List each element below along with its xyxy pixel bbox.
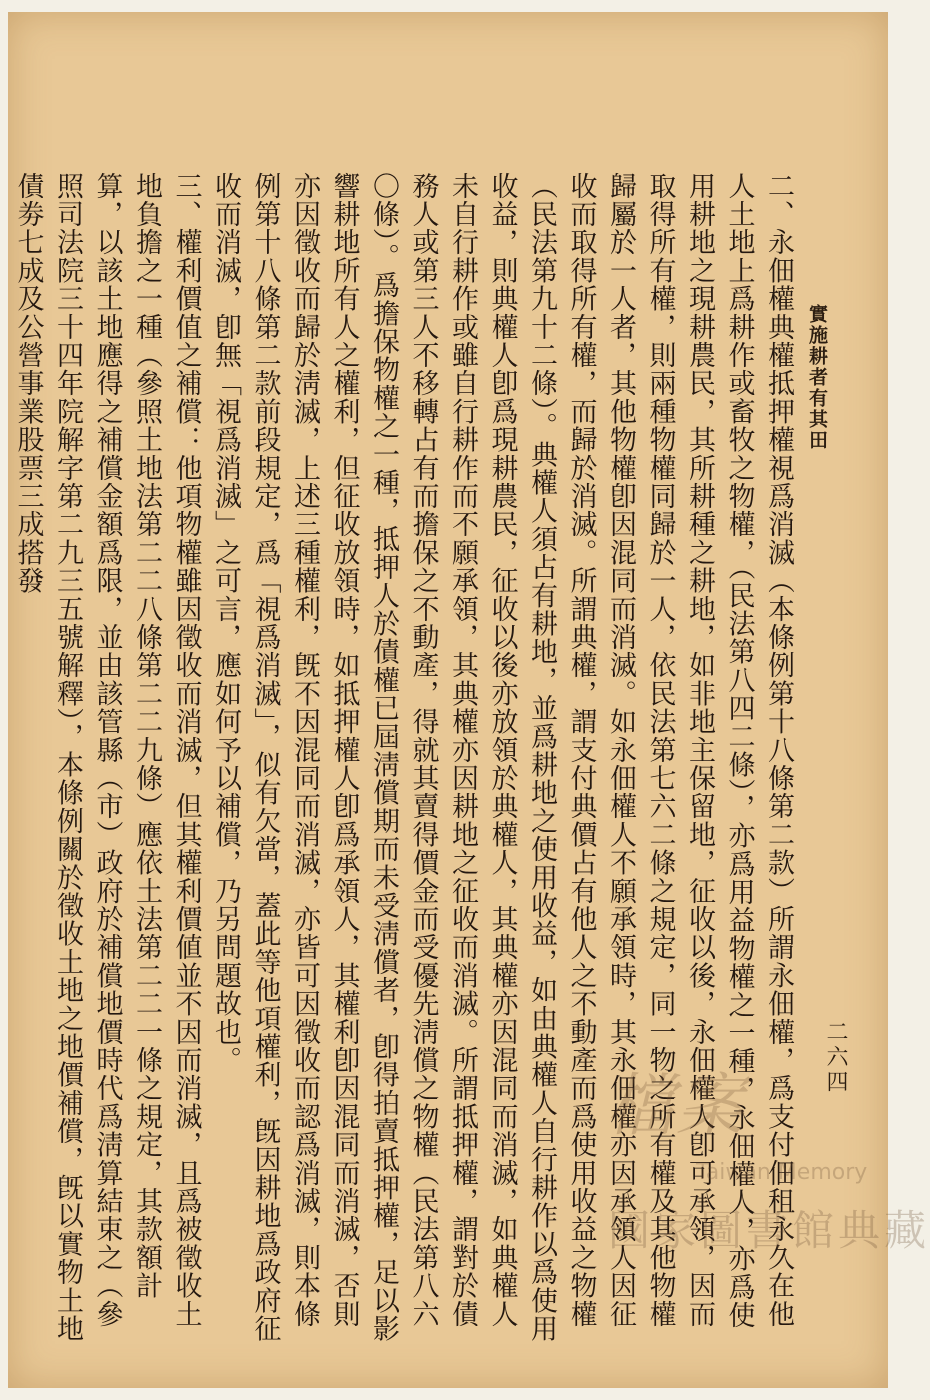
watermark-brand: 國家圖書館典藏 bbox=[608, 1206, 930, 1255]
watermark-latin: Taiwan Memory bbox=[696, 1160, 868, 1185]
page-number: 二六四 bbox=[823, 1020, 848, 1095]
body-text bbox=[12, 172, 798, 1352]
watermark-script: 檔案 bbox=[606, 1067, 747, 1146]
document-page bbox=[8, 12, 930, 1388]
paragraph-rights-compensation: 三、權利價值之補償：他項物權雖因徵收而消滅，但其權利價値並不因而消滅，且爲被徵收土地負擔之一種（參照土地法第二二八條第二二九條）應依土法第二二一條之規定，其款額計算，以該土地應得之補償金額爲限，並由該管縣（市）政府於補償地價時代爲淸算結束之（參照司法院三十四年院解字第二九三五號解釋），本條例關於徵收土地之地價補償，旣以實物土地債劵七成及公營事業股票三成搭發 bbox=[12, 172, 202, 1343]
running-title: 實施耕者有其田 bbox=[806, 304, 828, 451]
paragraph-permanent-lease: 二、永佃權典權抵押權視爲消滅（本條例第十八條第二款）所謂永佃權，爲支付佃租永久在他人土地上爲耕作或畜牧之物權，（民法第八四二條），亦爲用益物權之一種，永佃權人，亦爲使用耕地之現耕農民，其所耕種之耕地，如非地主保留地，征收以後，永佃權人卽可承領，因而取得所有權，則兩種物權同歸於一人，依民法第七六二條之規定，同一物之所有權及其他物權歸屬於一人者，其他物權卽因混同而消滅。如永佃權人不願承領時，其永佃權亦因承領人因征收而取得所有權，而歸於消滅。所謂典權，謂支付典價占有他人之不動產而爲使用收益之物權（民法第九十二條）。典權人須占有耕地，並爲耕地之使用收益，如由典權人自行耕作以爲使用收益，則典權人卽爲現耕農民，征收以後亦放領於典權人，其典權亦因混同而消滅，如典權人未自行耕作或雖自行耕作而不願承領，其典權亦因耕地之征收而消滅。所謂抵押權，謂對於債務人或第三人不移轉占有而擔保之不動產，得就其賣得價金而受優先淸償之物權（民法第八六〇條）。爲擔保物權之一種，抵押人於債權已屆淸償期而未受淸償者，卽得拍賣抵押權，足以影響耕地所有人之權利，但征收放領時，如抵押權人卽爲承領人，其權利卽因混同而消滅，否則亦因徵收而歸於淸滅，上述三種權利，旣不因混同而消滅，亦皆可因徵收而認爲消滅，則本條例第十八條第二款前段規定，爲「視爲消滅」，似有欠當，蓋此等他項權利，旣因耕地爲政府征收而消滅，卽無「視爲消滅」之可言，應如何予以補償，乃另問題故也。 bbox=[210, 172, 794, 1343]
